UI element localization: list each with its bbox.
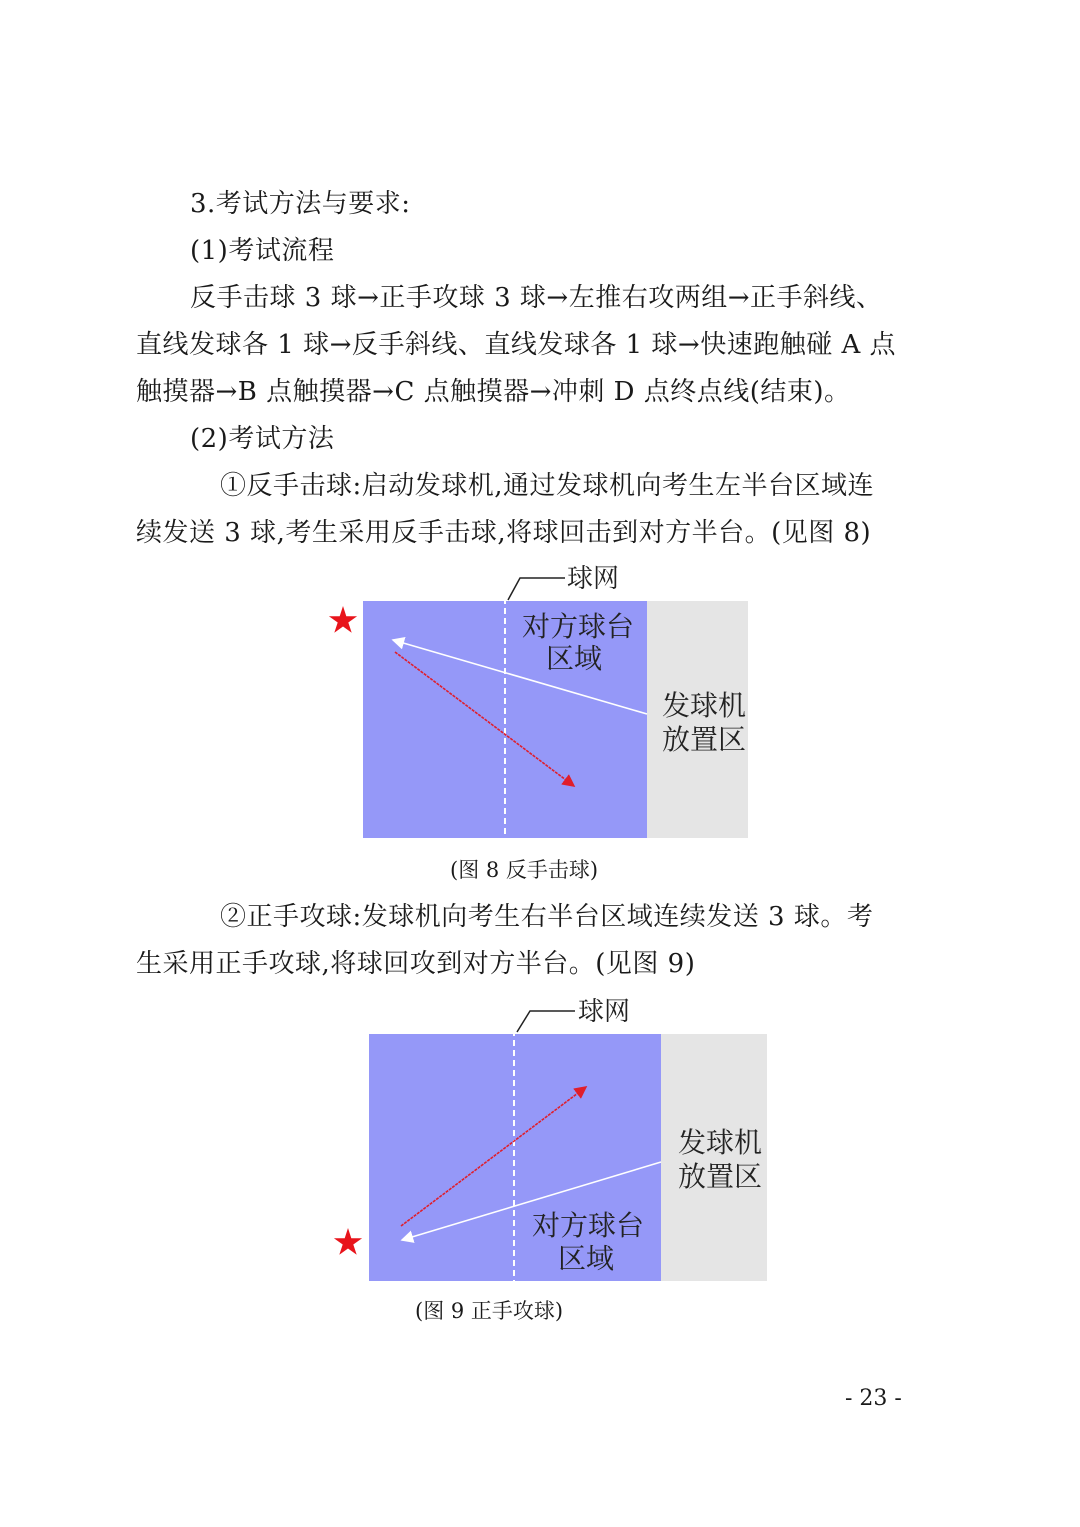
item1-line-1: ①反手击球:启动发球机,通过发球机向考生左半台区域连 [220,471,875,501]
figure-9 [320,990,780,1290]
net-label-leader [508,578,565,600]
zone-label-line2: 区域 [558,1242,615,1275]
sub2-heading: (2)考试方法 [190,424,335,454]
zone-label-line1: 对方球台 [532,1209,645,1242]
net-label: 球网 [578,997,631,1027]
player-star-icon [334,1228,362,1255]
machine-label-line2: 放置区 [662,723,747,756]
item2-line-2: 生采用正手攻球,将球回攻到对方半台。(见图 9) [136,949,696,979]
net-label-leader [517,1011,575,1032]
page-number: - 23 - [845,1386,902,1411]
flow-line-1: 反手击球 3 球→正手攻球 3 球→左推右攻两组→正手斜线、 [190,283,883,313]
machine-label-line1: 发球机 [678,1126,763,1159]
flow-line-2: 直线发球各 1 球→反手斜线、直线发球各 1 球→快速跑触碰 A 点 [136,330,897,360]
net-label: 球网 [567,564,620,594]
item1-line-2: 续发送 3 球,考生采用反手击球,将球回击到对方半台。(见图 8) [136,518,872,548]
figure-8-caption: (图 8 反手击球) [450,858,599,882]
machine-label-line1: 发球机 [662,689,747,722]
figure-8 [320,560,760,845]
figure-9-caption: (图 9 正手攻球) [415,1299,564,1323]
section-heading: 3.考试方法与要求: [190,189,411,219]
player-star-icon [329,606,357,633]
zone-label-line1: 对方球台 [522,610,635,643]
flow-line-3: 触摸器→B 点触摸器→C 点触摸器→冲刺 D 点终点线(结束)。 [136,377,851,407]
zone-label-line2: 区域 [546,642,603,675]
item2-line-1: ②正手攻球:发球机向考生右半台区域连续发送 3 球。考 [220,902,874,932]
sub1-heading: (1)考试流程 [190,236,335,266]
machine-label-line2: 放置区 [678,1160,763,1193]
